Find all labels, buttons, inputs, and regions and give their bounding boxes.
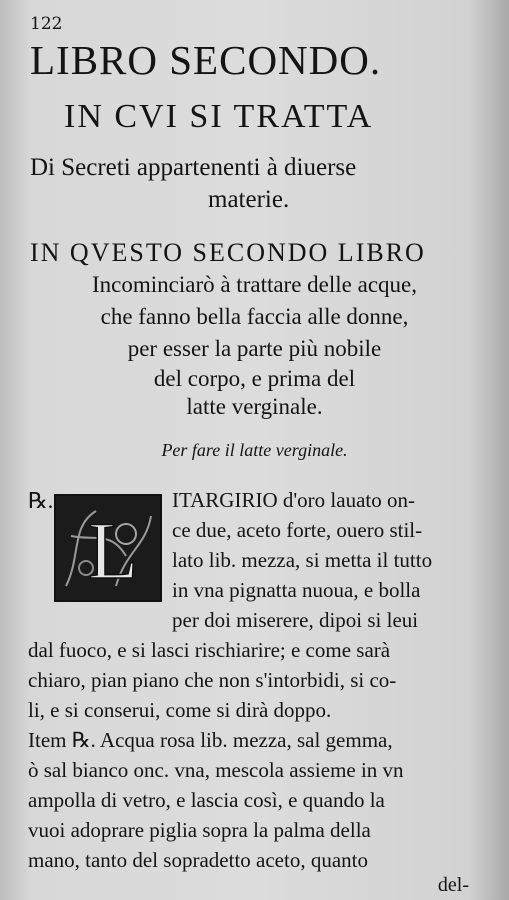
recipe-line: Item ℞. Acqua rosa lib. mezza, sal gemma, [28, 728, 393, 752]
page-subtitle: IN CVI SI TRATTA [64, 98, 374, 135]
intro-line-1: Di Secreti appartenenti à diuerse [30, 154, 357, 181]
recipe-line: vuoi adoprare piglia sopra la palma della [28, 818, 371, 842]
section-heading: IN QVESTO SECONDO LIBRO [30, 238, 426, 267]
initial-letter: L [88, 505, 139, 596]
recipe-title: Per fare il latte verginale. [161, 440, 348, 460]
page-title: LIBRO SECONDO. [30, 37, 382, 83]
recipe-line: chiaro, pian piano che non s'intorbidi, si co- [28, 668, 397, 692]
recipe-line: dal fuoco, e si lasci rischiarire; e come sarà [28, 638, 391, 662]
section-body-line: del corpo, e prima del [153, 366, 356, 391]
section-body-line: che fanno bella faccia alle donne, [100, 304, 409, 329]
recipe-line: per doi miserere, dipoi si leui [172, 608, 419, 632]
floral-initial-icon [56, 496, 160, 600]
recipe-symbol: ℞. [28, 488, 54, 513]
intro-line-2: materie. [208, 186, 290, 213]
recipe-line: ITARGIRIO d'oro lauato on- [172, 488, 415, 512]
recipe-line: mano, tanto del sopradetto aceto, quanto [28, 848, 368, 872]
catchword: del- [437, 874, 469, 896]
recipe-line: ampolla di vetro, e lascia così, e quando la [28, 788, 385, 812]
recipe-line: in vna pignatta nuoua, e bolla [172, 578, 421, 602]
section-body-line: per esser la parte più nobile [127, 336, 382, 361]
recipe-line: ò sal bianco onc. vna, mescola assieme in vn [28, 758, 404, 782]
recipe-line: lato lib. mezza, si metta il tutto [172, 548, 433, 572]
page-number: 122 [30, 14, 63, 34]
recipe-line: li, e si conserui, come si dirà doppo. [28, 698, 332, 722]
decorated-initial-icon [54, 494, 162, 602]
recipe-line: ce due, aceto forte, ouero stil- [172, 518, 423, 542]
section-body-line: latte verginale. [186, 394, 323, 419]
section-body-line: Incominciarò à trattare delle acque, [91, 272, 417, 297]
